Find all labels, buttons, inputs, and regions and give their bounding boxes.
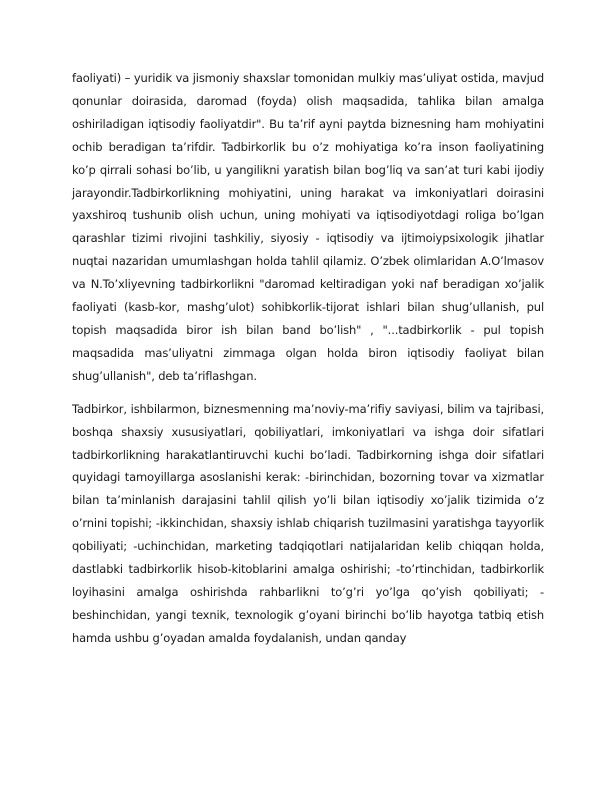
document-page	[72, 67, 544, 650]
paragraph-entrepreneur-qualities: Tadbirkor, ishbilarmon, biznesmenning ma’noviy-ma’rifiy saviyasi, bilim va tajribasi, boshqa shaxsiy xususiyatlari, qobiliyatlari, imkoniyatlari va ishga doir sifatlari tadbirkorlikning harakatlantiruvchi kuchi bo’ladi. Tadbirkorning ishga doir sifatlari quyidagi tamoyillarga asoslanishi kerak: -birinchidan, bozorning tovar va xizmatlar bilan ta’minlanish darajasini tahlil qilish yo’li bilan iqtisodiy xo’jalik tizimida o’z o’rnini topishi; -ikkinchidan, shaxsiy ishlab chiqarish tuzilmasini yaratishga tayyorlik qobiliyati; -uchinchidan, marketing tadqiqotlari natijalaridan kelib chiqqan holda, dastlabki tadbirkorlik hisob-kitoblarini amalga oshirishi; -to’rtinchidan, tadbirkorlik loyihasini amalga oshirishda rahbarlikni to’g’ri yo’lga qo’yish qobiliyati; -beshinchidan, yangi texnik, texnologik g’oyani birinchi bo’lib hayotga tatbiq etish hamda ushbu g’oyadan amalda foydalanish, undan qanday	[72, 401, 544, 645]
paragraph-definition: faoliyati) – yuridik va jismoniy shaxslar tomonidan mulkiy mas’uliyat ostida, mavjud qonunlar doirasida, daromad (foyda) olish maqsadida, tahlika bilan amalga oshiriladigan iqtisodiy faoliyatdir". Bu ta’rif ayni paytda biznesning ham mohiyatini ochib beradigan ta’rifdir. Tadbirkorlik bu o’z mohiyatiga ko’ra inson faoliyatining ko’p qirrali sohasi bo’lib, u yangilikni yaratish bilan bog’liq va san’at turi kabi ijodiy jarayondir.Tadbirkorlikning mohiyatini, uning harakat va imkoniyatlari doirasini yaxshiroq tushunib olish uchun, uning mohiyati va iqtisodiyotdagi roliga bo’lgan qarashlar tizimi rivojini tashkiliy, siyosiy - iqtisodiy va ijtimoiypsixologik jihatlar nuqtai nazaridan umumlashgan holda tahlil qilamiz. O’zbek olimlaridan A.O’lmasov va N.To’xliyevning tadbirkorlikni "daromad keltiradigan yoki naf beradigan xo’jalik faoliyati (kasb-kor, mashg’ulot) sohibkorlik-tijorat ishlari bilan shug’ullanish, pul topish maqsadida biror ish bilan band bo’lish" , "...tadbirkorlik - pul topish maqsadida mas’uliyatni zimmaga olgan holda biron iqtisodiy faoliyat bilan shug’ullanish", deb ta’riflashgan.	[72, 71, 544, 383]
